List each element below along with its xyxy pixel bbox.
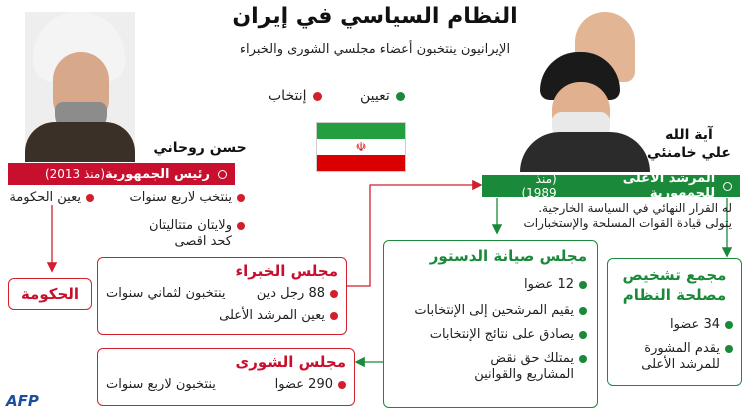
red-bullet-icon xyxy=(237,194,245,202)
leader-duties xyxy=(500,201,732,231)
expediency-title: مجمع تشخيص مصلحة النظام xyxy=(622,266,727,304)
leader-since: (منذ 1989) xyxy=(521,172,557,200)
list-item xyxy=(106,308,338,324)
iran-flag xyxy=(316,122,406,172)
government-title: الحكومة xyxy=(20,285,80,303)
guardian-council-box xyxy=(383,240,598,408)
shura-title: مجلس الشورى xyxy=(235,353,346,371)
list-item xyxy=(394,277,587,293)
president-item-text: يعين الحكومة xyxy=(9,190,81,205)
president-since: (منذ 2013) xyxy=(44,167,106,181)
president-photo xyxy=(25,12,135,162)
legend-elect-label: إنتخاب xyxy=(268,88,307,104)
experts-role: يعين المرشد الأعلى xyxy=(219,308,325,323)
shura-members: 290 عضوا xyxy=(274,377,333,392)
leader-title-bar xyxy=(482,171,740,201)
green-bullet-icon xyxy=(579,307,587,315)
leader-name-line2: علي خامنئي xyxy=(647,145,731,161)
list-item xyxy=(394,327,587,343)
expediency-role: يقدم المشورة للمرشد الأعلى xyxy=(641,341,720,372)
guardian-item-3: يمتلك حق نقض المشاريع والقوانين xyxy=(474,351,574,382)
leader-name-line1: آية الله xyxy=(665,127,713,143)
page-title: النظام السياسي في إيران xyxy=(232,4,518,29)
experts-title: مجلس الخبراء xyxy=(235,262,338,280)
red-bullet-icon xyxy=(338,381,346,389)
list-item xyxy=(95,190,245,206)
experts-term: ينتخبون لثماني سنوات xyxy=(106,286,226,301)
president-marker-icon xyxy=(218,170,227,179)
leader-photo xyxy=(520,12,660,172)
guardian-item-1: يقيم المرشحين إلى الإنتخابات xyxy=(414,303,574,318)
red-bullet-icon xyxy=(237,222,245,230)
expediency-council-box xyxy=(607,258,742,386)
flag-emblem-icon: ☫ xyxy=(355,140,367,154)
list-item xyxy=(394,351,587,383)
legend-elect xyxy=(268,88,322,104)
president-items xyxy=(95,190,245,250)
experts-box xyxy=(97,257,347,335)
page-subtitle: الإيرانيون ينتخبون أعضاء مجلسي الشورى والخبراء xyxy=(239,42,511,57)
red-bullet-icon xyxy=(330,312,338,320)
red-bullet-icon xyxy=(86,194,94,202)
president-item-text: ينتخب لاربع سنوات xyxy=(129,190,232,205)
list-item xyxy=(394,303,587,319)
government-box xyxy=(8,278,92,310)
list-item xyxy=(8,190,94,206)
green-dot-icon xyxy=(396,92,405,101)
guardian-title: مجلس صيانة الدستور xyxy=(429,247,587,265)
shura-box xyxy=(97,348,355,406)
guardian-item-2: يصادق على نتائج الإنتخابات xyxy=(429,327,574,342)
president-title-bar xyxy=(8,163,235,185)
red-dot-icon xyxy=(313,92,322,101)
source-logo: AFP xyxy=(6,392,39,410)
green-bullet-icon xyxy=(725,345,733,353)
list-item xyxy=(95,218,245,250)
legend-appoint xyxy=(360,88,405,104)
list-item xyxy=(257,286,338,302)
experts-members: 88 رجل دين xyxy=(256,286,325,301)
guardian-members: 12 عضوا xyxy=(523,277,574,292)
president-item-text: ولايتان متتاليتان كحد اقصى xyxy=(149,218,232,249)
leader-duty-1: له القرار النهائي في السياسة الخارجية. xyxy=(538,201,732,215)
leader-duty-2: يتولى قيادة القوات المسلحة والإستخبارات xyxy=(523,216,732,230)
president-title: رئيس الجمهورية xyxy=(105,166,210,182)
president-name: حسن روحاني xyxy=(153,140,247,156)
list-item xyxy=(616,317,733,333)
red-bullet-icon xyxy=(330,290,338,298)
legend-appoint-label: تعيين xyxy=(360,88,390,104)
shura-term: ينتخبون لاربع سنوات xyxy=(106,377,216,392)
green-bullet-icon xyxy=(579,355,587,363)
list-item xyxy=(275,377,346,393)
green-bullet-icon xyxy=(725,321,733,329)
expediency-members: 34 عضوا xyxy=(669,317,720,332)
leader-marker-icon xyxy=(723,182,732,191)
leader-title: المرشد الأعلى للجمهورية xyxy=(622,171,716,201)
green-bullet-icon xyxy=(579,281,587,289)
list-item xyxy=(616,341,733,373)
leader-name xyxy=(640,126,738,162)
green-bullet-icon xyxy=(579,331,587,339)
